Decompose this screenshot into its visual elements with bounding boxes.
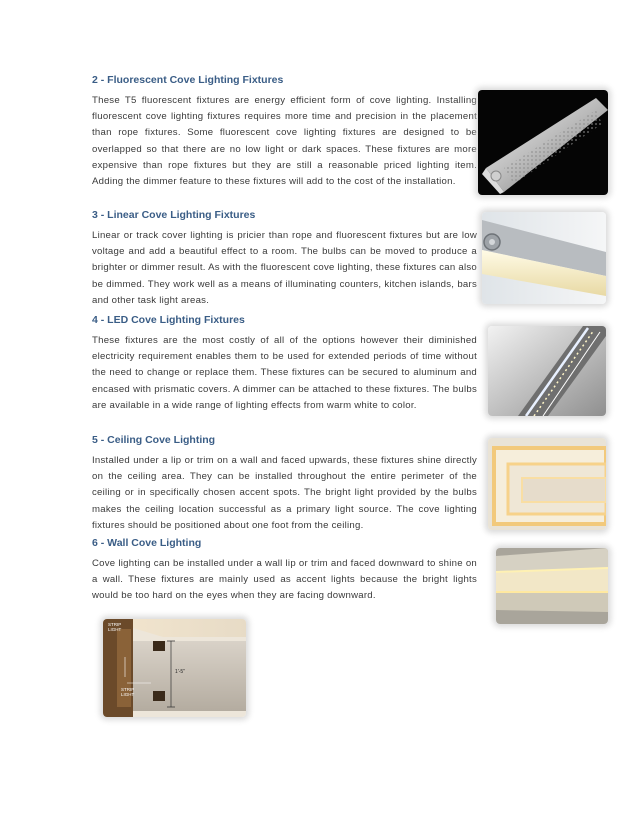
- led-strip-photo: [488, 326, 606, 416]
- section-heading: 3 - Linear Cove Lighting Fixtures: [92, 209, 256, 221]
- section-body: Cove lighting can be installed under a wall lip or trim and faced downward to shine on a wall. These fixtures are mainly used as accent lights because the bright lights would be too hard on the eyes when they are facing downward.: [92, 558, 477, 602]
- section-body: These T5 fluorescent fixtures are energy efficient form of cove lighting. Installing fluorescent cove lighting fixtures requires more time and precision in the placement than rope fixtures. Some fluorescent cove lighting fixtures are designed to be overlapped so that there are no low light or dark spaces. These fixtures are more expensive than rope fixtures but they are still a reasonable priced lighting item. Adding the dimmer feature to these fixtures will add to the cost of the installation.: [92, 95, 477, 188]
- section-wall: [92, 537, 477, 605]
- wall-cove-photo: [496, 548, 608, 624]
- section-fluorescent: [92, 74, 477, 190]
- ceiling-cove-photo: [488, 438, 606, 530]
- linear-fixture-photo: [482, 212, 606, 304]
- section-heading: 5 - Ceiling Cove Lighting: [92, 434, 216, 446]
- section-heading: 2 - Fluorescent Cove Lighting Fixtures: [92, 74, 284, 86]
- section-heading: 4 - LED Cove Lighting Fixtures: [92, 314, 245, 326]
- section-ceiling: [92, 434, 477, 534]
- section-led: [92, 314, 477, 414]
- section-body: Installed under a lip or trim on a wall and faced upwards, these fixtures shine directly on the ceiling area. They can be installed throughout the entire perimeter of the ceiling or in specifically chosen accent spots. The bright light provided by the bulbs makes the ceiling location successful as a primary light source. The cove lighting fixtures should be positioned about one foot from the ceiling.: [92, 455, 477, 531]
- section-heading: 6 - Wall Cove Lighting: [92, 537, 202, 549]
- diagram-dimension: 1'-5": [175, 669, 185, 675]
- cove-section-diagram: [103, 619, 246, 717]
- fluorescent-fixture-photo: [478, 90, 608, 195]
- section-body: Linear or track cover lighting is pricier than rope and fluorescent fixtures but are low voltage and add a beautiful effect to a room. The bulbs can be moved to produce a brighter or dimmer result. As with the fluorescent cove lighting, these fixtures can also be dimmed. They work well as a means of illuminating counters, kitchen islands, bars and other task light areas.: [92, 230, 477, 306]
- section-body: These fixtures are the most costly of all of the options however their diminished electricity requirement enables them to be used for extended periods of time without the need to change or replace them. These fixtures can be secured to aluminum and encased with prismatic covers. A dimmer can be attached to these fixtures. The bulbs are available in a wide range of lighting effects from warm white to color.: [92, 335, 477, 411]
- diagram-label-bottom: STRIP LIGHT: [121, 687, 135, 697]
- diagram-label-top: STRIP LIGHT: [108, 622, 122, 632]
- section-linear: [92, 209, 477, 309]
